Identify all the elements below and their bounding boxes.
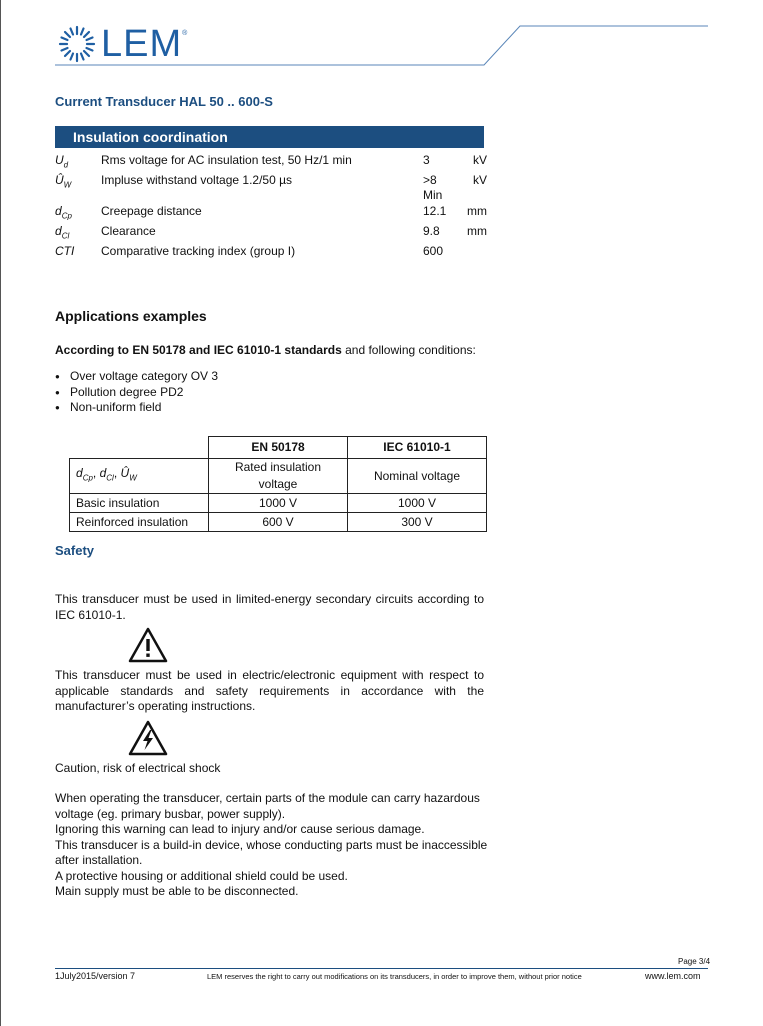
applications-intro [55,343,476,357]
warning-triangle-icon [128,627,168,663]
text-line: after installation. [55,853,143,867]
table-row [70,513,487,532]
safety-heading: Safety [55,543,95,558]
parameter-cell: Creepage distance [101,203,202,218]
empty-cell [70,437,209,459]
lem-logo [57,24,187,64]
applications-intro-rest: and following conditions: [341,343,476,357]
list-item: ● Over voltage category OV 3 [55,369,218,385]
insulation-heading: Insulation coordination [55,126,484,148]
table-cell: 1000 V [209,494,348,513]
table-row [55,204,487,224]
conditions-list [55,369,218,416]
symbol-cell: $d_{Cl}$ [55,223,70,241]
table-row [55,173,487,204]
text-line: Ignoring this warning can lead to injury and/or cause serious damage. [55,822,425,836]
col-header-en50178: EN 50178 [209,437,348,459]
parameter-cell: Comparative tracking index (group I) [101,243,296,258]
value-cell: 12.1 [423,203,447,218]
page-number: Page 3/4 [678,957,711,966]
symbol-cell: $d_{Cp}$ [55,203,72,221]
table-row [55,244,487,260]
table-cell: Rated insulation voltage [209,459,348,494]
value-cell: 3 [423,153,430,167]
page-border [0,0,1,1026]
value-cell: 600 [423,243,444,258]
table-row [70,459,487,494]
table-row [55,224,487,244]
text-line: voltage (eg. primary busbar, power supply). [55,806,286,821]
table-row [70,437,487,459]
parameter-cell: Rms voltage for AC insulation test, 50 Hz/1 min [101,153,352,167]
table-row [70,494,487,513]
parameter-cell: Impluse withstand voltage 1.2/50 µs [101,172,293,187]
list-item: ● Non-uniform field [55,400,218,416]
parameter-cell: Clearance [101,223,156,238]
col-header-iec61010: IEC 61010-1 [348,437,487,459]
footer-website[interactable]: www.lem.com [645,971,701,981]
applications-heading: Applications examples [55,308,207,324]
list-item: ● Pollution degree PD2 [55,385,218,401]
sunburst-icon [57,24,97,64]
standards-table [69,436,487,532]
unit-cell: kV [472,172,487,187]
table-cell: 300 V [348,513,487,532]
electric-shock-icon [128,720,168,756]
row-symbols: $d_{Cp}$, $d_{Cl}$, $Û_W$ [70,459,209,494]
safety-paragraph-4 [55,791,495,900]
footer-divider [55,968,708,969]
unit-cell [459,244,487,260]
text-line: A protective housing or additional shield could be used. [55,868,348,883]
registered-mark: ® [182,30,188,37]
shock-caption: Caution, risk of electrical shock [55,761,221,775]
symbol-cell: CTI [55,243,75,258]
footer-version: 1July2015/version 7 [55,971,136,981]
value-cell: >8 Min [423,172,443,203]
row-label: Reinforced insulation [70,513,209,532]
text-line: Main supply must be able to be disconnected. [55,884,299,898]
table-cell: 600 V [209,513,348,532]
text-line: When operating the transducer, certain parts of the module can carry hazardous [55,791,480,805]
unit-cell: mm [467,203,487,218]
unit-cell: mm [467,223,487,238]
row-label: Basic insulation [70,494,209,513]
logo-text: LEM [101,22,183,65]
symbol-cell: $U_d$ [55,153,69,170]
applications-intro-bold: According to EN 50178 and IEC 61010-1 standards [55,343,342,357]
table-cell: 1000 V [348,494,487,513]
document-title: Current Transducer HAL 50 .. 600-S [55,94,273,109]
value-cell: 9.8 [423,223,440,238]
table-cell: Nominal voltage [348,459,487,494]
text-line: This transducer is a build-in device, whose conducting parts must be inaccessible [55,837,488,852]
insulation-table [55,153,487,259]
safety-paragraph-2: This transducer must be used in electric/electronic equipment with respect to applicable standards and safety requirements in accordance with the manufacturer’s operating instructions. [55,668,484,713]
symbol-cell: $Û_W$ [55,172,72,190]
table-row [55,153,487,173]
safety-paragraph-1: This transducer must be used in limited-energy secondary circuits according to IEC 61010-1. [55,592,484,622]
footer-notice: LEM reserves the right to carry out modifications on its transducers, in order to improve them, without prior notice [207,972,582,981]
unit-cell: kV [472,153,487,167]
